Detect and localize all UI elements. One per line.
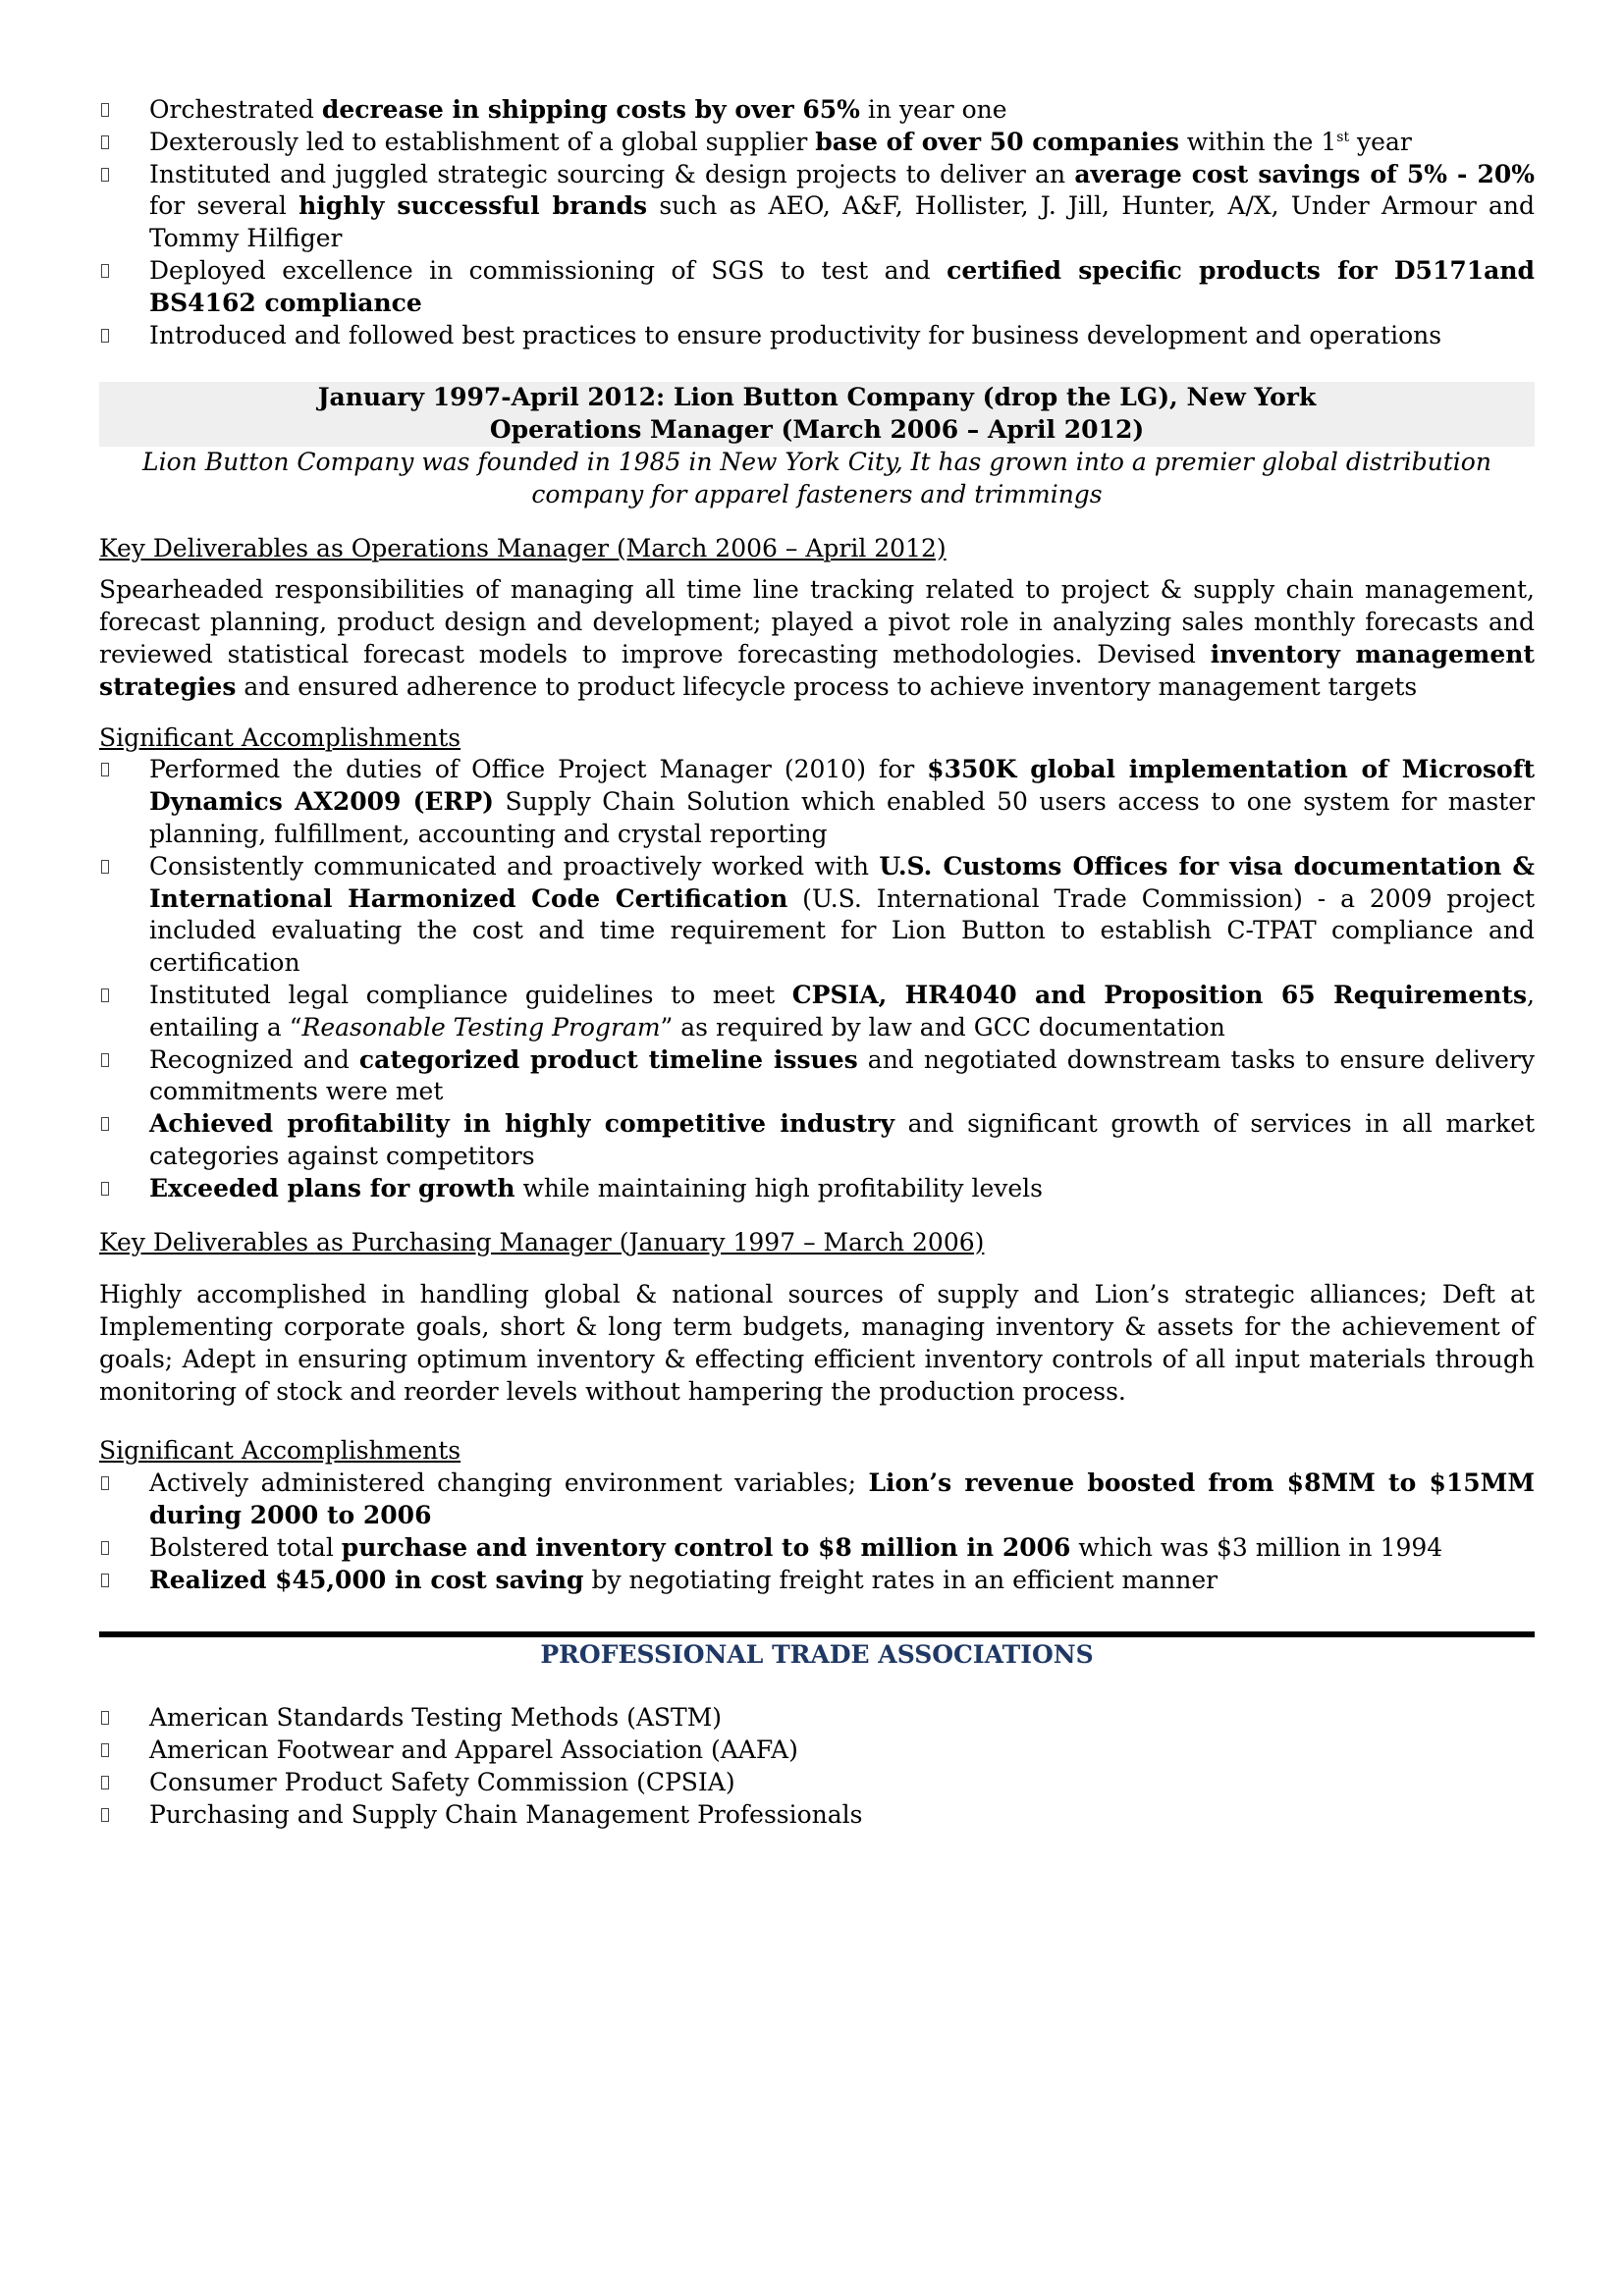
association-text: American Standards Testing Methods (ASTM) — [149, 1703, 723, 1733]
bullet-text — [149, 1533, 1442, 1562]
bold-text: decrease in shipping costs by over 65% — [321, 95, 860, 124]
bullet-icon — [101, 135, 109, 149]
bullet-icon — [101, 329, 109, 343]
bold-text: Achieved profitability in highly competitive industry — [149, 1109, 895, 1139]
purch-accomplishment-item — [99, 1468, 1535, 1532]
text-run: Instituted legal compliance guidelines to meet — [149, 980, 792, 1009]
text-run: such as AEO, A&F, Hollister, J. Jill, Hunter, A/X, Under Armour and Tommy Hilfiger — [149, 191, 1535, 253]
top-bullet-item — [99, 255, 1535, 320]
italic-text: Reasonable Testing Program — [301, 1012, 661, 1041]
job-title-line: January 1997-April 2012: Lion Button Company (drop the LG), New York — [317, 383, 1317, 412]
bullet-text — [149, 755, 1535, 848]
bullet-text — [149, 321, 1441, 349]
ops-accomplishment-item — [99, 1108, 1535, 1173]
text-run: which was $3 million in 1994 — [1070, 1532, 1443, 1562]
text-run: (U.S. International Trade Commission) - a 2009 project included evaluating the cost and time requirement for Lion Button to establish C-TPAT compliance and certification — [149, 883, 1535, 978]
text-run: Consistently communicated and proactively worked with — [149, 851, 880, 881]
bold-text: Exceeded plans for growth — [149, 1173, 515, 1202]
purch-summary-paragraph — [99, 1279, 1535, 1408]
bullet-text — [149, 1045, 1535, 1106]
ops-accomplishment-item — [99, 1173, 1535, 1205]
text-run: Deployed excellence in commissioning of SGS to test and — [149, 255, 947, 285]
association-text: American Footwear and Apparel Association (AAFA) — [149, 1735, 798, 1765]
top-bullet-item — [99, 320, 1535, 352]
text-run: in year one — [859, 95, 1007, 124]
text-run: by negotiating freight rates in an efficient manner — [583, 1565, 1218, 1594]
purch-accomplishment-item — [99, 1565, 1535, 1597]
bullet-icon — [101, 1776, 109, 1789]
association-text: Purchasing and Supply Chain Management Professionals — [149, 1799, 863, 1829]
text-run: Introduced and followed best practices to ensure productivity for business development and operations — [149, 320, 1442, 349]
bullet-icon — [101, 264, 109, 278]
bullet-icon — [101, 1711, 109, 1725]
ops-accomplishments-list — [99, 754, 1535, 1204]
section-divider — [99, 1631, 1535, 1637]
bold-text: base of over 50 companies — [815, 127, 1179, 156]
bullet-icon — [101, 1117, 109, 1131]
bullet-text — [149, 160, 1535, 253]
text-run: Performed the duties of Office Project Manager (2010) for — [149, 755, 928, 784]
text-run: Recognized and — [149, 1044, 359, 1074]
bold-text: Lion’s revenue boosted from $8MM to $15MM during 2000 to 2006 — [149, 1468, 1535, 1530]
text-run: and ensured adherence to product lifecycle process to achieve inventory management targets — [236, 671, 1418, 701]
bullet-text — [149, 1174, 1043, 1202]
job-role-line: Operations Manager (March 2006 – April 2012) — [489, 415, 1145, 445]
association-item — [99, 1767, 1535, 1799]
text-run: within the 1 — [1178, 127, 1337, 156]
bullet-icon — [101, 103, 109, 117]
bold-text: average cost savings of 5% - 20% — [1074, 159, 1535, 188]
text-run: ” as required by law and GCC documentation — [660, 1012, 1225, 1041]
bold-text: U.S. Customs Offices for visa documentation & International Harmonized Code Certification — [149, 851, 1535, 913]
text-run: and negotiated downstream tasks to ensure delivery commitments were met — [149, 1044, 1535, 1106]
association-text: Consumer Product Safety Commission (CPSIA) — [149, 1767, 735, 1796]
ops-summary-paragraph — [99, 574, 1535, 703]
bullet-icon — [101, 1743, 109, 1757]
bold-text: purchase and inventory control to $8 million in 2006 — [341, 1532, 1071, 1562]
bold-text: $350K global implementation of Microsoft Dynamics AX2009 (ERP) — [149, 755, 1535, 817]
text-run: Spearheaded responsibilities of managing all time line tracking related to project & supply chain management, forecast planning, product design and development; played a pivot role in analyzing sales monthly forecasts and reviewed statistical forecast models to improve forecasting methodologies. Devised — [99, 575, 1535, 668]
purch-deliverables-heading: Key Deliverables as Purchasing Manager (January 1997 – March 2006) — [99, 1227, 985, 1256]
ops-accomplishment-item — [99, 851, 1535, 980]
bullet-icon — [101, 1541, 109, 1555]
purch-accomplishments-heading: Significant Accomplishments — [99, 1436, 461, 1466]
bullet-text — [149, 1566, 1218, 1594]
ops-accomplishments-heading: Significant Accomplishments — [99, 722, 461, 752]
text-run: year — [1349, 127, 1412, 156]
text-run: Dexterously led to establishment of a global supplier — [149, 127, 816, 156]
text-run: Instituted and juggled strategic sourcing & design projects to deliver an — [149, 159, 1075, 188]
association-item — [99, 1702, 1535, 1735]
job-header — [99, 382, 1535, 447]
bold-text: highly successful brands — [298, 191, 648, 221]
associations-list — [99, 1702, 1535, 1831]
bullet-text — [149, 1468, 1535, 1529]
ops-deliverables-heading: Key Deliverables as Operations Manager (March 2006 – April 2012) — [99, 533, 947, 562]
bullet-icon — [101, 1476, 109, 1490]
bullet-text — [149, 1109, 1535, 1170]
bold-text: CPSIA, HR4040 and Proposition 65 Requirements — [791, 980, 1528, 1009]
bullet-icon — [101, 988, 109, 1002]
bullet-text — [149, 128, 1412, 156]
bullet-icon — [101, 168, 109, 182]
bullet-icon — [101, 1808, 109, 1822]
purch-accomplishments-list — [99, 1468, 1535, 1596]
bullet-text — [149, 981, 1535, 1041]
ops-accomplishment-item — [99, 1044, 1535, 1109]
bullet-icon — [101, 763, 109, 776]
text-run: Bolstered total — [149, 1532, 342, 1562]
bullet-text — [149, 95, 1007, 124]
bullet-icon — [101, 1053, 109, 1067]
text-run: Highly accomplished in handling global & national sources of supply and Lion’s strategic alliances; Deft at Implementing corporate goals, short & long term budgets, managing inventory & assets for the achievement of goals; Adept in ensuring optimum inventory & effecting efficient inventory controls of all input materials through monitoring of stock and reorder levels without hampering the production process. — [99, 1280, 1535, 1406]
text-run: while maintaining high profitability levels — [514, 1173, 1043, 1202]
text-run: Actively administered changing environment variables; — [149, 1468, 869, 1498]
bullet-icon — [101, 1182, 109, 1196]
text-run: , entailing a “ — [149, 980, 1535, 1041]
bullet-text — [149, 256, 1535, 317]
bold-text: categorized product timeline issues — [358, 1044, 858, 1074]
text-run: and significant growth of services in all market categories against competitors — [149, 1109, 1536, 1170]
bullet-text — [149, 852, 1535, 977]
resume-page — [99, 94, 1535, 1831]
bullet-icon — [101, 860, 109, 874]
text-run: for several — [149, 191, 299, 221]
bold-text: certified specific products for D5171and BS4162 compliance — [149, 255, 1535, 317]
association-item — [99, 1799, 1535, 1832]
top-bullet-list — [99, 94, 1535, 351]
top-bullet-item — [99, 127, 1535, 159]
ops-accomplishment-item — [99, 754, 1535, 850]
top-bullet-item — [99, 159, 1535, 255]
purch-accomplishment-item — [99, 1532, 1535, 1565]
associations-heading: PROFESSIONAL TRADE ASSOCIATIONS — [540, 1640, 1094, 1670]
superscript-text: st — [1336, 129, 1350, 145]
company-description: Lion Button Company was founded in 1985 in New York City, It has grown into a premier global distribution company for apparel fasteners and trimmings — [142, 447, 1491, 508]
bullet-icon — [101, 1574, 109, 1587]
text-run: Orchestrated — [149, 95, 322, 124]
bold-text: Realized $45,000 in cost saving — [149, 1565, 584, 1594]
text-run: Supply Chain Solution which enabled 50 users access to one system for master planning, fulfillment, accounting and crystal reporting — [149, 787, 1535, 848]
ops-accomplishment-item — [99, 980, 1535, 1044]
top-bullet-item — [99, 94, 1535, 127]
bold-text: inventory management strategies — [99, 639, 1535, 701]
association-item — [99, 1735, 1535, 1767]
